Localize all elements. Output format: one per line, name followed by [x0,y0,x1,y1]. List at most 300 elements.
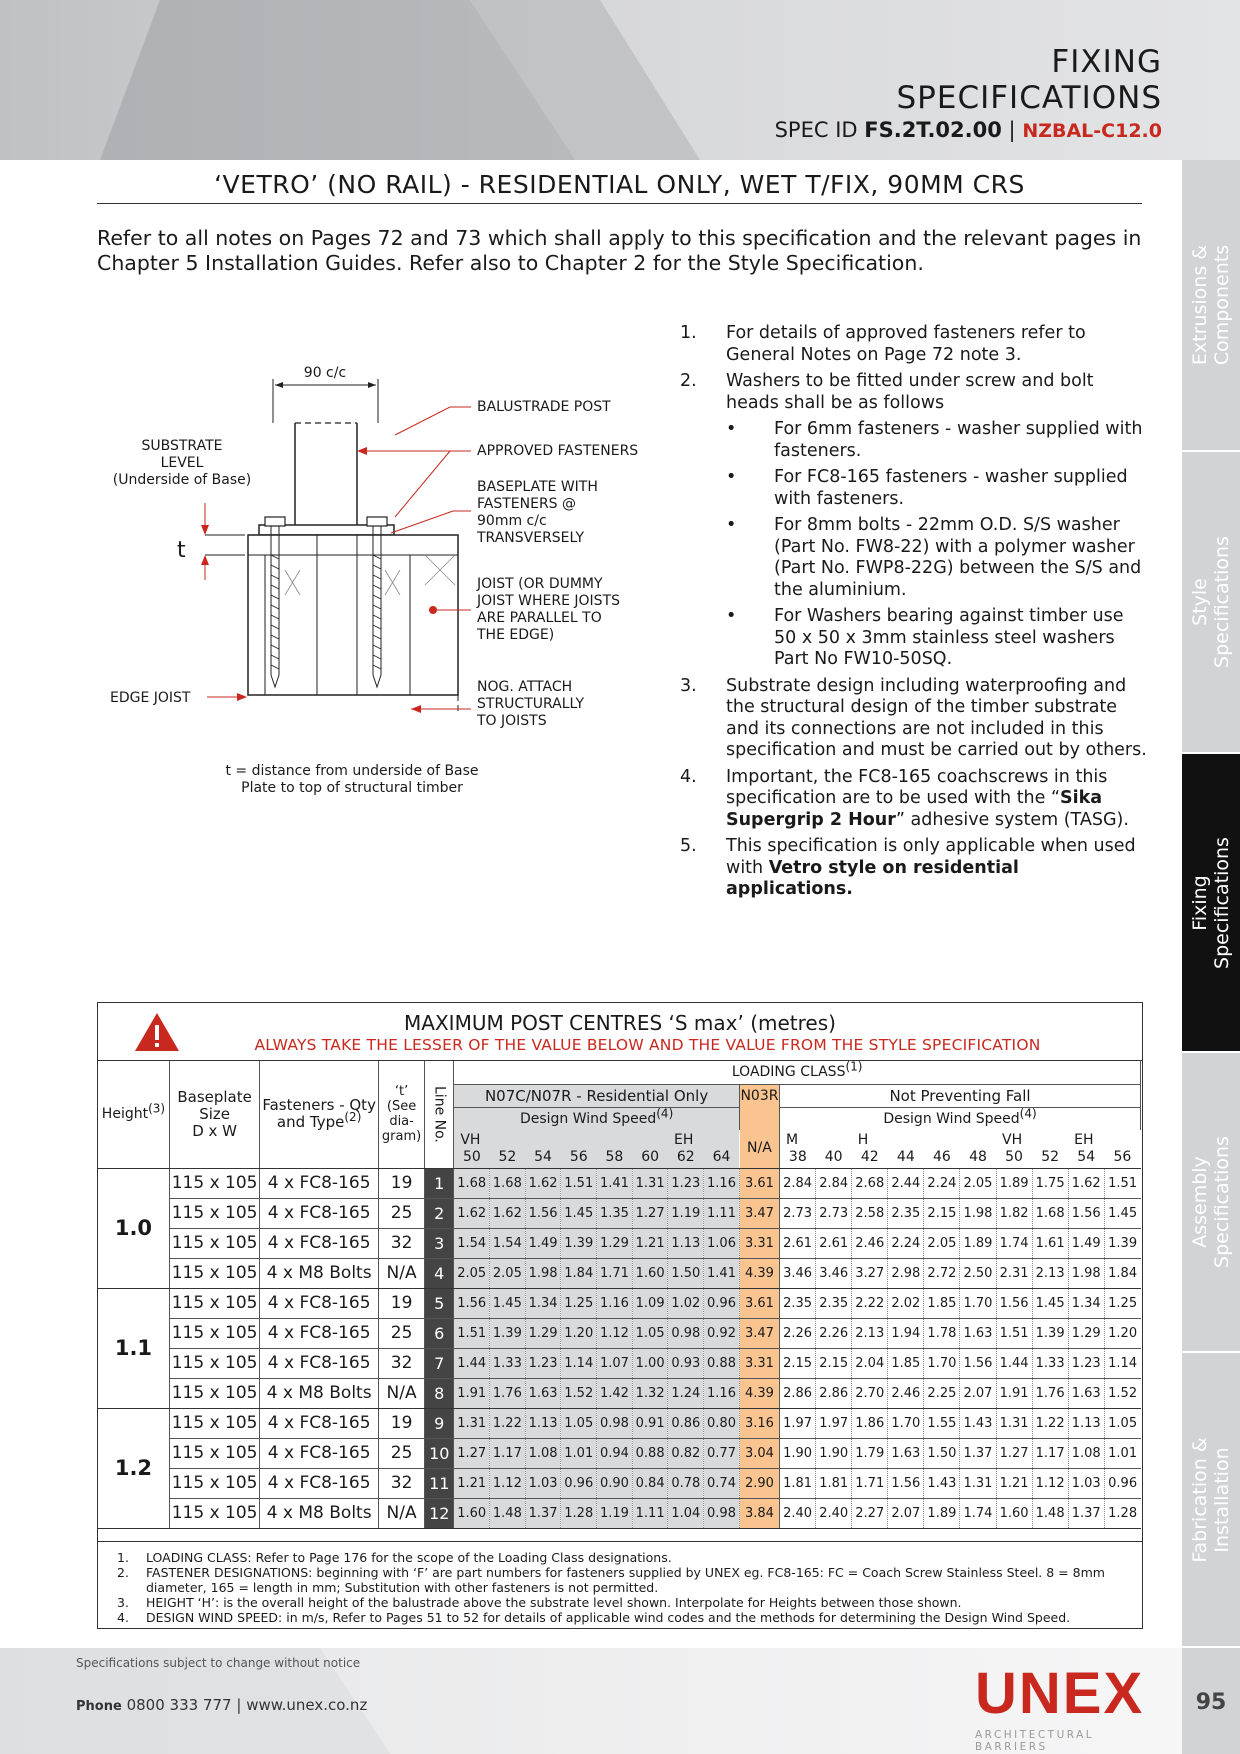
value-cell: 1.51 [996,1318,1032,1348]
bullet-1: • For 6mm fasteners - washer supplied with fasteners. [726,419,1143,461]
value-cell: 0.96 [561,1468,597,1498]
table-row [98,1228,1141,1258]
value-cell: 1.56 [525,1198,561,1228]
value-cell: 1.12 [490,1468,526,1498]
value-cell: 1.07 [597,1348,633,1378]
n03r-value-cell: 4.39 [739,1258,779,1288]
value-cell: 0.96 [704,1288,740,1318]
svg-text:TO JOISTS: TO JOISTS [477,713,547,729]
unex-logo: UNEX ARCHITECTURAL BARRIERS [975,1661,1145,1753]
line-number-cell: 8 [425,1378,454,1408]
spec-id: SPEC ID FS.2T.02.00 | NZBAL-C12.0 [774,118,1162,142]
value-cell: 1.21 [454,1468,490,1498]
value-cell: 1.48 [1032,1498,1068,1528]
table-row [98,1348,1141,1378]
value-cell: 1.97 [816,1408,852,1438]
fastener-cell: 4 x M8 Bolts [260,1258,379,1288]
table-row [98,1378,1141,1408]
value-cell: 2.84 [780,1168,816,1198]
n03r-value-cell: 3.31 [739,1348,779,1378]
line-number-cell: 2 [425,1198,454,1228]
value-cell: 1.41 [704,1258,740,1288]
value-cell: 1.23 [525,1348,561,1378]
svg-text:(Underside of Base): (Underside of Base) [112,472,252,488]
height-cell: 1.2 [98,1408,169,1528]
value-cell: 1.60 [632,1258,668,1288]
value-cell: 0.86 [668,1408,704,1438]
n03r-value-cell: 3.16 [739,1408,779,1438]
value-cell: 2.35 [780,1288,816,1318]
value-cell: 1.14 [561,1348,597,1378]
value-cell: 1.52 [561,1378,597,1408]
value-cell: 1.94 [888,1318,924,1348]
website-link[interactable]: www.unex.co.nz [246,1696,368,1714]
svg-text:Plate to top of structural tim: Plate to top of structural timber [241,780,463,796]
value-cell: 1.31 [632,1168,668,1198]
value-cell: 2.05 [960,1168,996,1198]
value-cell: 2.73 [816,1198,852,1228]
line-number-cell: 5 [425,1288,454,1318]
value-cell: 1.32 [632,1378,668,1408]
baseplate-cell: 115 x 105 [169,1348,259,1378]
value-cell: 1.16 [597,1288,633,1318]
value-cell: 1.29 [1068,1318,1104,1348]
note-5: 5. This specification is only applicable when used with Vetro style on residential applications. [680,836,1136,899]
value-cell: 1.42 [597,1378,633,1408]
table-footnotes: 1. LOADING CLASS: Refer to Page 176 for the scope of the Loading Class designations. 2. FASTENER DESIGNATIONS: beginning with ‘F’ are part numbers for fasteners supplied by UNEX eg. FC8-165: FC = Coach Screw Stainless Steel. 8 = 8mm diameter, 165 = length in mm; Substitution with other fasteners is not permitted. 3. HEIGHT ‘H’: is the overall height of the balustrade above the substrate level shown. Interpolate for Heights between those shown. 4. DESIGN WIND SPEED: in m/s, Refer to Pages 51 to 52 for details of applicable wind codes and the methods for determining the Design Wind Speed. [98,1541,1142,1625]
value-cell: 1.74 [996,1228,1032,1258]
npf-design-wind: Design Wind Speed(4) [780,1107,1141,1130]
value-cell: 2.27 [852,1498,888,1528]
value-cell: 1.13 [1068,1408,1104,1438]
fastener-cell: 4 x FC8-165 [260,1168,379,1198]
t-cell: 32 [378,1468,424,1498]
height-cell: 1.0 [98,1168,169,1288]
table-row [98,1198,1141,1228]
col-height: Height(3) [98,1061,169,1168]
value-cell: 2.44 [888,1168,924,1198]
value-cell: 1.34 [525,1288,561,1318]
col-t: ‘t’ (See dia- gram) [378,1061,424,1168]
value-cell: 0.84 [632,1468,668,1498]
value-cell: 1.56 [1068,1198,1104,1228]
value-cell: 1.82 [996,1198,1032,1228]
line-number-cell: 1 [425,1168,454,1198]
line-number-cell: 6 [425,1318,454,1348]
value-cell: 1.01 [1104,1438,1140,1468]
value-cell: 1.11 [704,1198,740,1228]
table-row [98,1168,1141,1198]
res-speed-56: 56 [561,1130,597,1168]
page-title: FIXING SPECIFICATIONS [896,44,1162,116]
table-row [98,1468,1141,1498]
value-cell: 1.63 [1068,1378,1104,1408]
bullet-3: • For 8mm bolts - 22mm O.D. S/S washer (Part No. FW8-22) with a polymer washer (Part No. FWP8-22G) between the S/S and the aluminium. [726,515,1142,600]
value-cell: 1.61 [1032,1228,1068,1258]
value-cell: 2.15 [816,1348,852,1378]
note-4: 4. Important, the FC8-165 coachscrews in this specification are to be used with the “Sika Supergrip 2 Hour” adhesive system (TASG). [680,766,1129,830]
value-cell: 2.07 [888,1498,924,1528]
value-cell: 2.31 [996,1258,1032,1288]
res-speed-62: EH 62 [668,1130,704,1168]
height-cell: 1.1 [98,1288,169,1408]
value-cell: 1.43 [960,1408,996,1438]
value-cell: 2.46 [852,1228,888,1258]
value-cell: 0.90 [597,1468,633,1498]
line-number-cell: 9 [425,1408,454,1438]
value-cell: 1.54 [490,1228,526,1258]
table-row [98,1258,1141,1288]
value-cell: 1.85 [888,1348,924,1378]
note-2: 2. Washers to be fitted under screw and bolt heads shall be as follows • For 6mm fasteners - washer supplied with fasteners. • For FC8-165 fasteners - washer supplied with fasteners. • For 8mm bolts - 22mm O.D. S/S washer (Part No. FW8-22) with a polymer washer (Part No. FWP8-22G) between the S/S and the aluminium. • For Washers bearing against timber use 50 x 50 x 3mm stainless steel washers Part No FW10-50SQ. [678,371,1148,671]
value-cell: 0.74 [704,1468,740,1498]
value-cell: 1.04 [668,1498,704,1528]
value-cell: 1.00 [632,1348,668,1378]
npf-speed-52: 52 [1032,1130,1068,1168]
value-cell: 1.08 [1068,1438,1104,1468]
tab-extrusions-components[interactable]: Extrusions & Components [1182,160,1240,450]
svg-text:LEVEL: LEVEL [160,455,204,471]
tab-fixing-specifications[interactable]: Fixing Specifications [1182,754,1240,1051]
value-cell: 1.84 [1104,1258,1140,1288]
value-cell: 1.12 [1032,1468,1068,1498]
table-body [98,1168,1141,1528]
value-cell: 1.63 [525,1378,561,1408]
value-cell: 0.88 [704,1348,740,1378]
value-cell: 1.12 [597,1318,633,1348]
value-cell: 2.73 [780,1198,816,1228]
value-cell: 1.62 [490,1198,526,1228]
value-cell: 0.80 [704,1408,740,1438]
value-cell: 1.25 [561,1288,597,1318]
residential-group: N07C/N07R - Residential Only [454,1084,740,1107]
npf-group: Not Preventing Fall [780,1084,1141,1107]
bullet-2: • For FC8-165 fasteners - washer supplied with fasteners. [726,467,1128,509]
baseplate-cell: 115 x 105 [169,1438,259,1468]
n03r-value-cell: 2.90 [739,1468,779,1498]
value-cell: 0.88 [632,1438,668,1468]
value-cell: 1.91 [454,1378,490,1408]
res-design-wind: Design Wind Speed(4) [454,1107,740,1130]
res-speed-64: 64 [704,1130,740,1168]
res-speed-58: 58 [597,1130,633,1168]
value-cell: 1.22 [1032,1408,1068,1438]
t-cell: 19 [378,1168,424,1198]
value-cell: 2.13 [852,1318,888,1348]
n03r-value-cell: 3.47 [739,1318,779,1348]
fastener-cell: 4 x FC8-165 [260,1438,379,1468]
value-cell: 1.55 [924,1408,960,1438]
tab-fabrication-installation[interactable]: Fabrication & Installation [1182,1353,1240,1646]
value-cell: 1.50 [668,1258,704,1288]
svg-text:JOIST (OR DUMMY: JOIST (OR DUMMY [477,576,603,592]
value-cell: 1.16 [704,1378,740,1408]
value-cell: 1.60 [454,1498,490,1528]
value-cell: 2.50 [960,1258,996,1288]
value-cell: 1.17 [1032,1438,1068,1468]
value-cell: 1.25 [1104,1288,1140,1318]
value-cell: 0.92 [704,1318,740,1348]
baseplate-cell: 115 x 105 [169,1198,259,1228]
value-cell: 1.01 [561,1438,597,1468]
baseplate-cell: 115 x 105 [169,1498,259,1528]
npf-speed-56: 56 [1104,1130,1140,1168]
value-cell: 2.25 [924,1378,960,1408]
svg-text:APPROVED FASTENERS: APPROVED FASTENERS [477,443,639,459]
value-cell: 1.02 [668,1288,704,1318]
value-cell: 2.02 [888,1288,924,1318]
table-header [98,1061,1141,1168]
value-cell: 3.27 [852,1258,888,1288]
value-cell: 2.22 [852,1288,888,1318]
value-cell: 1.70 [960,1288,996,1318]
bullet-4: • For Washers bearing against timber use 50 x 50 x 3mm stainless steel washers Part No FW10-50SQ. [726,606,1124,669]
value-cell: 1.29 [525,1318,561,1348]
value-cell: 1.44 [454,1348,490,1378]
value-cell: 1.31 [960,1468,996,1498]
contact-info: Phone 0800 333 777 | www.unex.co.nz [76,1696,368,1714]
value-cell: 1.39 [1032,1318,1068,1348]
value-cell: 1.33 [1032,1348,1068,1378]
value-cell: 1.31 [996,1408,1032,1438]
value-cell: 1.21 [996,1468,1032,1498]
value-cell: 0.96 [1104,1468,1140,1498]
value-cell: 1.28 [1104,1498,1140,1528]
n03r-value-cell: 3.47 [739,1198,779,1228]
t-cell: 32 [378,1228,424,1258]
baseplate-cell: 115 x 105 [169,1378,259,1408]
value-cell: 2.68 [852,1168,888,1198]
value-cell: 3.46 [816,1258,852,1288]
value-cell: 1.60 [996,1498,1032,1528]
t-label: t [177,538,186,563]
baseplate-cell: 115 x 105 [169,1168,259,1198]
n03r-value-cell: 3.61 [739,1168,779,1198]
dim-label: 90 c/c [303,365,347,381]
value-cell: 1.63 [888,1438,924,1468]
value-cell: 1.21 [632,1228,668,1258]
post-centres-table-box [97,1002,1143,1629]
n03r-value-cell: 3.31 [739,1228,779,1258]
value-cell: 1.45 [490,1288,526,1318]
value-cell: 1.33 [490,1348,526,1378]
value-cell: 2.05 [454,1258,490,1288]
t-cell: N/A [378,1378,424,1408]
res-speed-60: 60 [632,1130,668,1168]
svg-text:THE EDGE): THE EDGE) [477,627,555,643]
value-cell: 1.68 [454,1168,490,1198]
line-number-cell: 12 [425,1498,454,1528]
value-cell: 1.03 [525,1468,561,1498]
value-cell: 1.44 [996,1348,1032,1378]
t-cell: 32 [378,1348,424,1378]
value-cell: 2.35 [816,1288,852,1318]
value-cell: 0.94 [597,1438,633,1468]
tab-style-specifications[interactable]: Style Specifications [1182,452,1240,752]
value-cell: 1.27 [996,1438,1032,1468]
value-cell: 1.62 [454,1198,490,1228]
value-cell: 1.89 [924,1498,960,1528]
baseplate-cell: 115 x 105 [169,1318,259,1348]
svg-text:90mm c/c: 90mm c/c [477,513,547,529]
value-cell: 1.76 [1032,1378,1068,1408]
value-cell: 1.05 [561,1408,597,1438]
value-cell: 1.54 [454,1228,490,1258]
value-cell: 1.48 [490,1498,526,1528]
col-fasteners: Fasteners - Qty and Type$^{(2)}$ [260,1061,379,1168]
value-cell: 2.05 [490,1258,526,1288]
disclaimer: Specifications subject to change without notice [76,1656,361,1670]
value-cell: 1.81 [816,1468,852,1498]
value-cell: 1.37 [960,1438,996,1468]
value-cell: 2.15 [924,1198,960,1228]
res-speed-52: 52 [490,1130,526,1168]
value-cell: 1.98 [960,1198,996,1228]
fastener-cell: 4 x FC8-165 [260,1288,379,1318]
res-speed-54: 54 [525,1130,561,1168]
value-cell: 1.08 [525,1438,561,1468]
value-cell: 1.62 [525,1168,561,1198]
table-row [98,1288,1141,1318]
fastener-cell: 4 x M8 Bolts [260,1498,379,1528]
value-cell: 1.63 [960,1318,996,1348]
value-cell: 0.98 [668,1318,704,1348]
value-cell: 1.37 [525,1498,561,1528]
value-cell: 1.45 [561,1198,597,1228]
value-cell: 1.31 [454,1408,490,1438]
loading-class-header: LOADING CLASS(1) [454,1061,1141,1084]
fastener-cell: 4 x FC8-165 [260,1348,379,1378]
value-cell: 1.50 [924,1438,960,1468]
value-cell: 1.27 [632,1198,668,1228]
fastener-cell: 4 x FC8-165 [260,1228,379,1258]
n03r-value-cell: 3.84 [739,1498,779,1528]
table-heading [98,1003,1142,1061]
value-cell: 1.34 [1068,1288,1104,1318]
value-cell: 1.85 [924,1288,960,1318]
value-cell: 2.24 [924,1168,960,1198]
value-cell: 1.05 [632,1318,668,1348]
svg-text:BALUSTRADE POST: BALUSTRADE POST [477,399,611,415]
value-cell: 0.93 [668,1348,704,1378]
value-cell: 0.98 [597,1408,633,1438]
n03r-group: N03R N/A [739,1084,779,1168]
value-cell: 1.74 [960,1498,996,1528]
value-cell: 1.98 [525,1258,561,1288]
value-cell: 1.19 [668,1198,704,1228]
value-cell: 1.22 [490,1408,526,1438]
value-cell: 1.39 [561,1228,597,1258]
value-cell: 1.20 [561,1318,597,1348]
value-cell: 1.45 [1104,1198,1140,1228]
value-cell: 2.40 [780,1498,816,1528]
value-cell: 0.91 [632,1408,668,1438]
fastener-cell: 4 x FC8-165 [260,1408,379,1438]
svg-text:EDGE JOIST: EDGE JOIST [110,690,191,706]
n03r-value-cell: 4.39 [739,1378,779,1408]
baseplate-cell: 115 x 105 [169,1288,259,1318]
value-cell: 1.89 [960,1228,996,1258]
value-cell: 1.91 [996,1378,1032,1408]
value-cell: 2.58 [852,1198,888,1228]
value-cell: 1.13 [525,1408,561,1438]
value-cell: 1.86 [852,1408,888,1438]
value-cell: 1.16 [704,1168,740,1198]
value-cell: 1.49 [1068,1228,1104,1258]
value-cell: 1.75 [1032,1168,1068,1198]
value-cell: 1.09 [632,1288,668,1318]
npf-speed-54: EH 54 [1068,1130,1104,1168]
tab-assembly-specifications[interactable]: Assembly Specifications [1182,1053,1240,1351]
line-number-cell: 4 [425,1258,454,1288]
svg-text:NOG. ATTACH: NOG. ATTACH [477,679,573,695]
svg-text:JOIST WHERE JOISTS: JOIST WHERE JOISTS [477,593,621,609]
npf-speed-42: H 42 [852,1130,888,1168]
value-cell: 1.70 [888,1408,924,1438]
notes-list [678,323,1148,906]
value-cell: 1.19 [597,1498,633,1528]
value-cell: 2.40 [816,1498,852,1528]
svg-text:STRUCTURALLY: STRUCTURALLY [477,696,585,712]
table-row [98,1498,1141,1528]
value-cell: 2.84 [816,1168,852,1198]
line-number-cell: 10 [425,1438,454,1468]
value-cell: 1.20 [1104,1318,1140,1348]
t-cell: 25 [378,1318,424,1348]
value-cell: 0.77 [704,1438,740,1468]
npf-speed-40: 40 [816,1130,852,1168]
line-number-cell: 7 [425,1348,454,1378]
t-cell: 25 [378,1198,424,1228]
value-cell: 1.76 [490,1378,526,1408]
svg-text:SUBSTRATE: SUBSTRATE [141,438,223,454]
value-cell: 1.56 [996,1288,1032,1318]
value-cell: 2.24 [888,1228,924,1258]
value-cell: 1.52 [1104,1378,1140,1408]
value-cell: 1.70 [924,1348,960,1378]
page-number: 95 [1182,1648,1240,1754]
value-cell: 2.72 [924,1258,960,1288]
value-cell: 1.23 [1068,1348,1104,1378]
n03r-value-cell: 3.61 [739,1288,779,1318]
value-cell: 1.03 [1068,1468,1104,1498]
value-cell: 1.51 [454,1318,490,1348]
value-cell: 1.11 [632,1498,668,1528]
document-title: ‘VETRO’ (NO RAIL) - RESIDENTIAL ONLY, WET T/FIX, 90MM CRS [97,170,1142,204]
value-cell: 1.37 [1068,1498,1104,1528]
value-cell: 1.17 [490,1438,526,1468]
value-cell: 2.26 [780,1318,816,1348]
value-cell: 1.81 [780,1468,816,1498]
npf-speed-38: M 38 [780,1130,816,1168]
n03r-value-cell: 3.04 [739,1438,779,1468]
svg-text:ARE PARALLEL TO: ARE PARALLEL TO [477,610,602,626]
value-cell: 1.62 [1068,1168,1104,1198]
t-cell: 19 [378,1288,424,1318]
t-cell: N/A [378,1258,424,1288]
value-cell: 1.56 [888,1468,924,1498]
value-cell: 1.41 [597,1168,633,1198]
baseplate-cell: 115 x 105 [169,1408,259,1438]
fastener-cell: 4 x FC8-165 [260,1468,379,1498]
value-cell: 1.24 [668,1378,704,1408]
value-cell: 1.51 [561,1168,597,1198]
fastener-cell: 4 x FC8-165 [260,1318,379,1348]
fixing-diagram [95,355,665,805]
value-cell: 1.97 [780,1408,816,1438]
value-cell: 2.61 [780,1228,816,1258]
table-row [98,1318,1141,1348]
